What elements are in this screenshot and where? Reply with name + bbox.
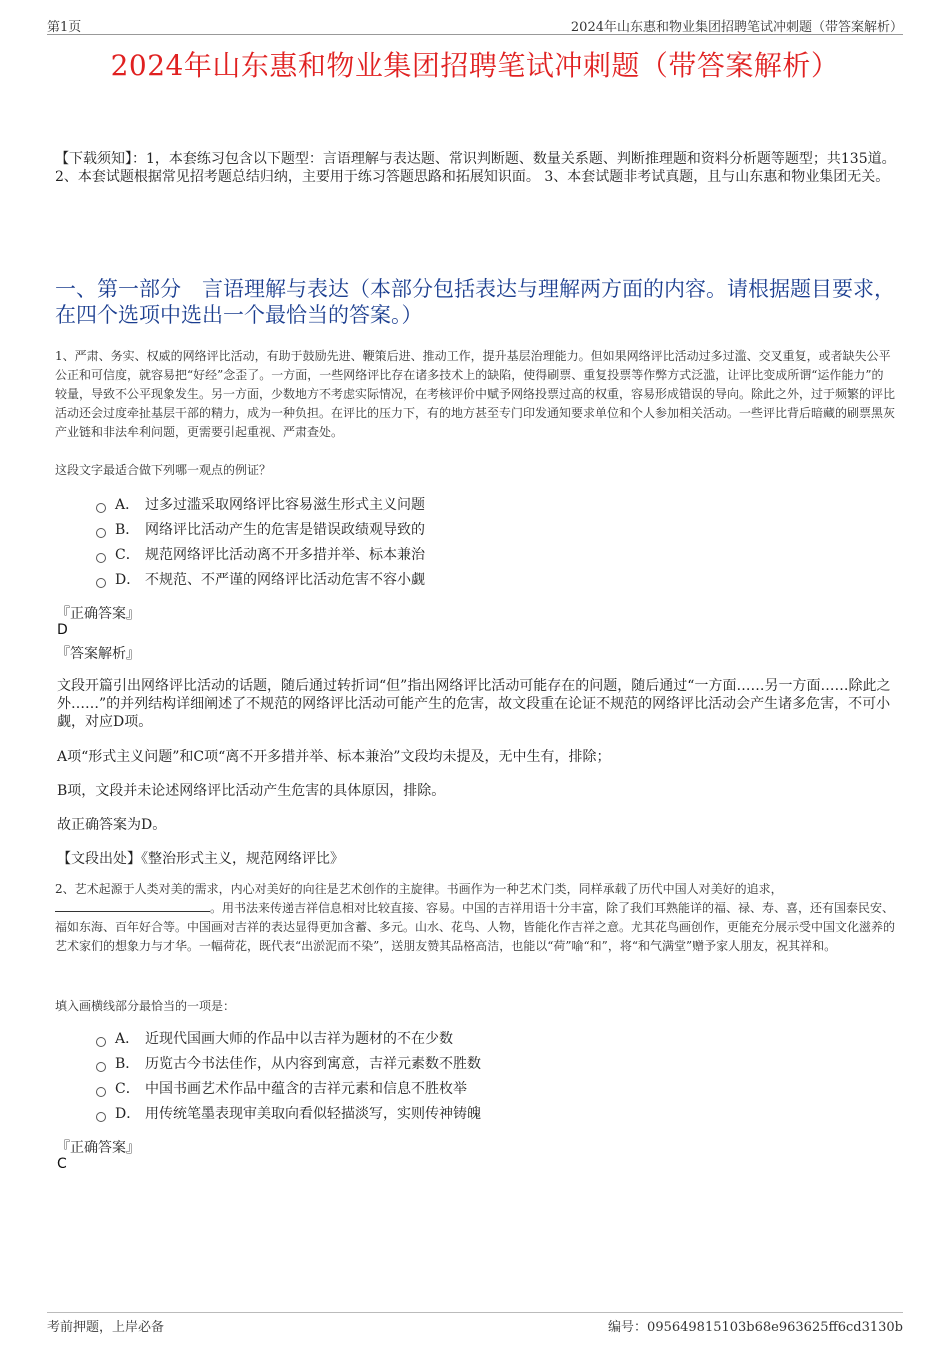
analysis-text: 文段开篇引出网络评比活动的话题，随后通过转折词“但”指出网络评比活动可能存在的问题，随后通过“一方面……另一方面……除此之外……”的并列结构详细阐述了不规范的网络评比活动可能产生的危害，故文段重在论证不规范的网络评比活动会产生诸多危害，不可小觑，对应D项。 [57,678,891,730]
download-notice: 【下载须知】：1，本套练习包含以下题型：言语理解与表达题、常识判断题、数量关系题、判断推理题和资料分析题等题型；共135道。 2、本套试题根据常见招考题总结归纳，主要用于练习答题思路和拓展知识面。 3、本套试题非考试真题，且与山东惠和物业集团无关。 [55,151,896,185]
option-d[interactable] [96,1102,481,1127]
option-c[interactable] [96,1077,481,1102]
document-title: 2024年山东惠和物业集团招聘笔试冲刺题（带答案解析） [110,49,840,82]
page-footer [47,1312,903,1335]
question-2-options [96,1027,481,1127]
option-d[interactable] [96,568,425,593]
option-b[interactable] [96,518,425,543]
option-text: 网络评比活动产生的危害是错误政绩观导致的 [145,522,425,538]
answer-value: D [57,622,68,638]
radio-icon[interactable] [96,528,106,538]
radio-icon[interactable] [96,1037,106,1047]
analysis-line-b: B项，文段并未论述网络评比活动产生危害的具体原因，排除。 [57,783,446,799]
option-label: C． [115,1081,140,1097]
question-2-text-before: 2、艺术起源于人类对美的需求，内心对美好的向往是艺术创作的主旋律。书画作为一种艺术门类，同样承载了历代中国人对美好的追求， [55,882,783,896]
question-2-text-after: 。用书法来传递吉祥信息相对比较直接、容易。中国的吉祥用语十分丰富，除了我们耳熟能详的福、禄、寿、喜，还有国泰民安、福如东海、百年好合等。中国画对吉祥的表达显得更加含蓄、多元。山水、花鸟、人物，皆能化作吉祥之意。尤其花鸟画创作，更能充分展示受中国文化滋养的艺术家们的想象力与才华。一幅荷花，既代表“出淤泥而不染”，送朋友赞其品格高洁，也能以“荷”喻“和”，将“和气满堂”赠予家人朋友，祝其祥和。 [55,901,896,953]
page-header [47,14,903,35]
option-text: 过多过滥采取网络评比容易滋生形式主义问题 [145,497,425,513]
option-label: A． [115,1031,140,1047]
analysis-line-a: A项“形式主义问题”和C项“离不开多措并举、标本兼治”文段均未提及，无中生有，排除； [57,749,611,765]
option-b[interactable] [96,1052,481,1077]
page-number: 第1页 [47,20,82,35]
question-1-options [96,493,425,593]
answer-tag: 『正确答案』 [56,1140,140,1156]
question-1-passage: 1、严肃、务实、权威的网络评比活动，有助于鼓励先进、鞭策后进、推动工作，提升基层治理能力。但如果网络评比活动过多过滥、交叉重复，或者缺失公平公正和可信度，就容易把“好经”念歪了。一方面，一些网络评比存在诸多技术上的缺陷，使得刷票、重复投票等作弊方式泛滥，让评比变成所谓“运作能力”的较量，导致不公平现象发生。另一方面，少数地方不考虑实际情况，在考核评价中赋予网络投票过高的权重，容易形成错误的导向。除此之外，过于频繁的评比活动还会过度牵扯基层干部的精力，成为一种负担。在评比的压力下，有的地方甚至专门印发通知要求单位和个人参加相关活动。一些评比背后暗藏的刷票黑灰产业链和非法牟利问题，更需要引起重视、严肃查处。 [55,349,896,439]
option-label: C． [115,547,140,563]
option-text: 历览古今书法佳作，从内容到寓意，吉祥元素数不胜数 [145,1056,481,1072]
option-label: B． [115,1056,140,1072]
option-a[interactable] [96,1027,481,1052]
option-text: 规范网络评比活动离不开多措并举、标本兼治 [145,547,425,563]
radio-icon[interactable] [96,1062,106,1072]
option-label: A． [115,497,140,513]
radio-icon[interactable] [96,578,106,588]
option-label: B． [115,522,140,538]
option-c[interactable] [96,543,425,568]
analysis-conclusion: 故正确答案为D。 [57,817,167,833]
radio-icon[interactable] [96,1087,106,1097]
question-2-passage [55,880,895,956]
section-heading-1: 一、第一部分 言语理解与表达（本部分包括表达与理解两方面的内容。请根据题目要求，在四个选项中选出一个最恰当的答案。） [55,277,895,327]
radio-icon[interactable] [96,1112,106,1122]
question-2-prompt: 填入画横线部分最恰当的一项是： [55,999,236,1013]
answer-value: C [57,1156,67,1172]
radio-icon[interactable] [96,553,106,563]
option-text: 中国书画艺术作品中蕴含的吉祥元素和信息不胜枚举 [145,1081,467,1097]
option-text: 近现代国画大师的作品中以吉祥为题材的不在少数 [145,1031,453,1047]
option-text: 用传统笔墨表现审美取向看似轻描淡写，实则传神铸魄 [145,1106,481,1122]
footer-slogan: 考前押题，上岸必备 [47,1320,165,1335]
option-label: D． [115,572,141,588]
passage-source: 【文段出处】《整治形式主义，规范网络评比》 [57,851,344,867]
analysis-tag: 『答案解析』 [56,646,140,662]
fill-blank [55,901,210,912]
option-label: D． [115,1106,141,1122]
option-text: 不规范、不严谨的网络评比活动危害不容小觑 [145,572,425,588]
question-1-prompt: 这段文字最适合做下列哪一观点的例证？ [55,463,272,477]
radio-icon[interactable] [96,503,106,513]
header-doc-title: 2024年山东惠和物业集团招聘笔试冲刺题（带答案解析） [570,20,903,35]
footer-serial: 编号：095649815103b68e963625ff6cd3130b [608,1320,903,1335]
option-a[interactable] [96,493,425,518]
answer-tag: 『正确答案』 [56,606,140,622]
